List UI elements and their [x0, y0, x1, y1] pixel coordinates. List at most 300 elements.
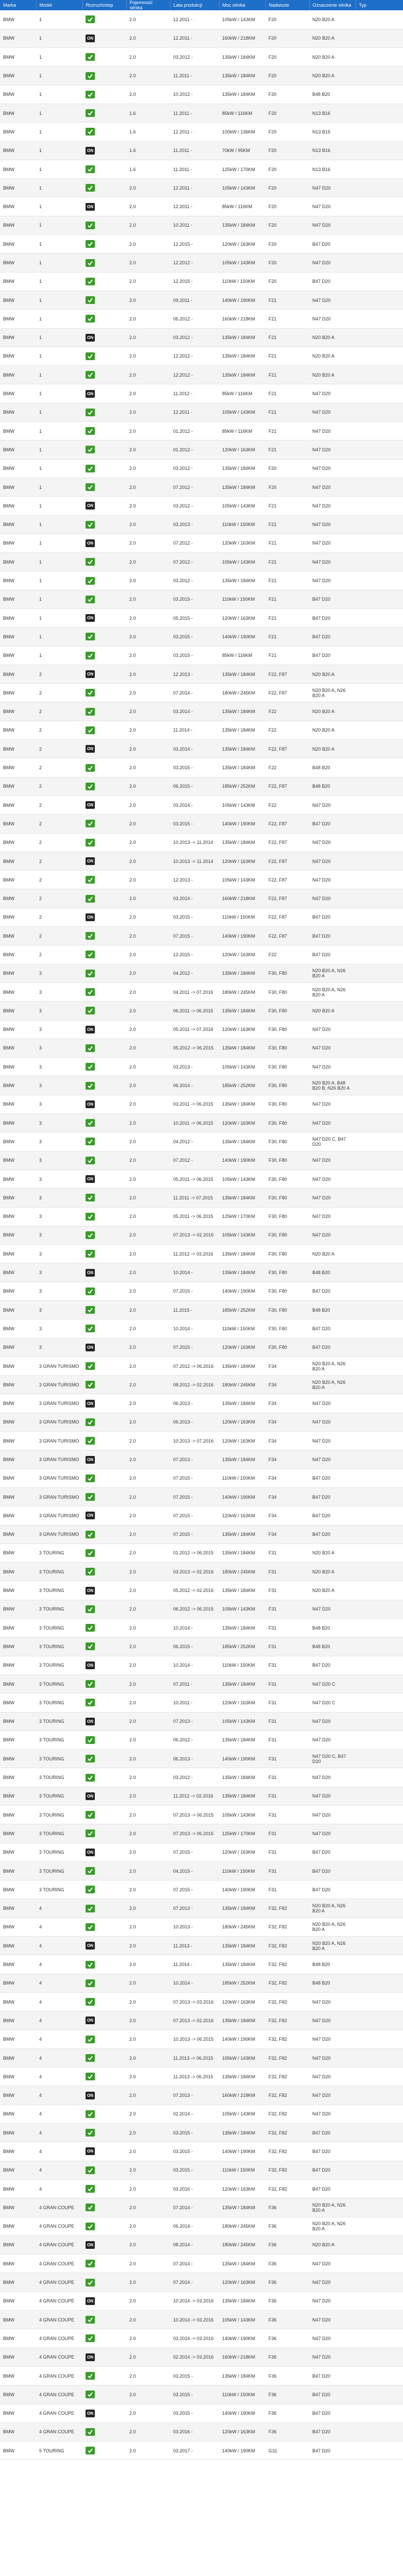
column-header-start-stop[interactable]: Rozruch/stop: [82, 0, 126, 10]
table-row[interactable]: [0, 852, 403, 870]
years-cell: 03.2013 -: [170, 1058, 219, 1076]
type-cell: [356, 1750, 403, 1768]
type-cell: [356, 2067, 403, 2086]
body-cell: F30, F80: [265, 1282, 309, 1300]
body-cell: F30, F80: [265, 1076, 309, 1095]
years-cell: 10.2014 -> 03.2016: [170, 2292, 219, 2310]
table-row[interactable]: [0, 253, 403, 272]
years-cell: 03.2015 -: [170, 2161, 219, 2179]
engine-code-cell: N47 D20: [309, 534, 356, 552]
type-cell: [356, 2048, 403, 2067]
years-cell: 07.2015 -: [170, 1487, 219, 1506]
table-row[interactable]: [0, 1600, 403, 1618]
column-header-engine-code[interactable]: Oznaczenie silnika: [309, 0, 356, 10]
table-row[interactable]: [0, 1076, 403, 1095]
capacity-cell: 2.0: [126, 1750, 170, 1768]
table-row[interactable]: [0, 1487, 403, 1506]
table-row[interactable]: [0, 478, 403, 496]
type-cell: [356, 1263, 403, 1282]
table-row[interactable]: [0, 1413, 403, 1431]
column-header-engine-power[interactable]: Moc silnika: [219, 0, 265, 10]
capacity-cell: 2.0: [126, 1132, 170, 1151]
model-cell: 1: [36, 628, 82, 646]
engine-code-cell: B47 D20: [309, 609, 356, 628]
body-cell: F31: [265, 1600, 309, 1618]
start-stop-available-icon: [86, 1437, 95, 1445]
table-row[interactable]: [0, 684, 403, 702]
start-stop-cell: [82, 10, 126, 29]
table-row[interactable]: [0, 1824, 403, 1843]
table-row[interactable]: [0, 889, 403, 908]
table-row[interactable]: [0, 908, 403, 926]
table-row[interactable]: [0, 216, 403, 234]
table-row[interactable]: [0, 197, 403, 216]
table-row[interactable]: [0, 2311, 403, 2329]
years-cell: 03.2015 -: [170, 2142, 219, 2161]
engine-code-cell: B48 B20: [309, 1955, 356, 1974]
brand-cell: BMW: [0, 982, 36, 1001]
table-row[interactable]: [0, 272, 403, 291]
table-row[interactable]: [0, 2235, 403, 2254]
table-row[interactable]: [0, 1376, 403, 1394]
power-cell: 140kW / 190KM: [219, 1487, 265, 1506]
table-row[interactable]: [0, 2273, 403, 2292]
table-row[interactable]: [0, 2404, 403, 2422]
table-row[interactable]: [0, 2198, 403, 2217]
table-row[interactable]: [0, 1282, 403, 1300]
column-header-body[interactable]: Nadwozie: [265, 0, 309, 10]
table-row[interactable]: [0, 141, 403, 160]
start-stop-available-icon: [86, 1867, 95, 1875]
capacity-cell: 2.0: [126, 2385, 170, 2404]
table-row[interactable]: [0, 1768, 403, 1787]
type-cell: [356, 571, 403, 590]
start-stop-available-icon: [86, 783, 95, 790]
table-row[interactable]: [0, 1787, 403, 1805]
table-row[interactable]: [0, 628, 403, 646]
engine-code-cell: N47 D20: [309, 1170, 356, 1188]
brand-cell: BMW: [0, 628, 36, 646]
start-stop-cell: [82, 1674, 126, 1693]
table-row[interactable]: [0, 1207, 403, 1226]
table-row[interactable]: [0, 1544, 403, 1562]
table-row[interactable]: [0, 1300, 403, 1319]
capacity-cell: 2.0: [126, 665, 170, 683]
engine-code-cell: N47 D20: [309, 1731, 356, 1749]
years-cell: 10.2013 -> 11.2014: [170, 833, 219, 852]
model-cell: 1: [36, 272, 82, 291]
table-row[interactable]: [0, 1394, 403, 1413]
brand-cell: BMW: [0, 1076, 36, 1095]
column-header-type[interactable]: Typ: [356, 0, 403, 10]
start-stop-cell: [82, 758, 126, 777]
table-row[interactable]: [0, 1058, 403, 1076]
table-row[interactable]: [0, 2348, 403, 2366]
years-cell: 12.2012 -: [170, 347, 219, 365]
start-stop-cell: [82, 1787, 126, 1805]
years-cell: 10.2013 -> 07.2016: [170, 1432, 219, 1450]
table-row[interactable]: [0, 422, 403, 440]
body-cell: F36: [265, 2255, 309, 2273]
years-cell: 03.2015 -: [170, 2404, 219, 2422]
model-cell: 1: [36, 85, 82, 104]
model-cell: 3 TOURING: [36, 1824, 82, 1843]
table-row[interactable]: [0, 2030, 403, 2048]
model-cell: 3 TOURING: [36, 1806, 82, 1824]
table-row[interactable]: [0, 66, 403, 85]
model-cell: 1: [36, 291, 82, 309]
start-stop-cell: [82, 1563, 126, 1581]
table-row[interactable]: [0, 1899, 403, 1918]
engine-code-cell: N20 B20 A: [309, 366, 356, 384]
table-row[interactable]: [0, 871, 403, 889]
table-row[interactable]: [0, 1880, 403, 1899]
table-row[interactable]: [0, 347, 403, 365]
column-header-production-years[interactable]: Lata produkcji: [170, 0, 219, 10]
table-row[interactable]: [0, 2255, 403, 2273]
table-row[interactable]: [0, 1338, 403, 1357]
table-row[interactable]: [0, 459, 403, 478]
start-stop-available-icon: [86, 1979, 95, 1987]
table-row[interactable]: [0, 384, 403, 403]
column-header-model[interactable]: Model: [36, 0, 82, 10]
engine-code-cell: N47 D20: [309, 291, 356, 309]
brand-cell: BMW: [0, 1170, 36, 1188]
engine-code-cell: B47 D20: [309, 945, 356, 964]
table-row[interactable]: [0, 1002, 403, 1020]
table-row[interactable]: [0, 1319, 403, 1338]
brand-cell: BMW: [0, 160, 36, 178]
table-row[interactable]: [0, 1619, 403, 1637]
table-row[interactable]: [0, 740, 403, 758]
table-row[interactable]: [0, 1992, 403, 2011]
engine-code-cell: N20 B20 A, N26 B20 A: [309, 2198, 356, 2217]
table-row[interactable]: [0, 160, 403, 178]
table-row[interactable]: [0, 2011, 403, 2030]
body-cell: F31: [265, 1880, 309, 1899]
table-row[interactable]: [0, 534, 403, 552]
table-row[interactable]: [0, 2442, 403, 2460]
body-cell: F32, F82: [265, 2179, 309, 2198]
model-cell: 4: [36, 1918, 82, 1936]
engine-code-cell: N47 D20: [309, 2067, 356, 2086]
table-row[interactable]: [0, 1806, 403, 1824]
table-row[interactable]: [0, 2422, 403, 2441]
table-row[interactable]: [0, 1020, 403, 1039]
table-row[interactable]: [0, 2217, 403, 2235]
table-row[interactable]: [0, 1693, 403, 1712]
body-cell: F22, F87: [265, 889, 309, 908]
start-stop-cell: [82, 1750, 126, 1768]
type-cell: [356, 833, 403, 852]
start-stop-available-icon: [86, 558, 95, 566]
start-stop-cell: [82, 1937, 126, 1955]
table-row[interactable]: [0, 1450, 403, 1469]
model-cell: 4 GRAN COUPE: [36, 2217, 82, 2235]
table-row[interactable]: [0, 2142, 403, 2161]
table-row[interactable]: [0, 1581, 403, 1600]
table-row[interactable]: [0, 2385, 403, 2404]
brand-cell: BMW: [0, 2142, 36, 2161]
brand-cell: BMW: [0, 1843, 36, 1861]
body-cell: F20: [265, 478, 309, 496]
start-stop-cell: [82, 2086, 126, 2105]
power-cell: 85kW / 116KM: [219, 104, 265, 122]
table-header-row: [0, 0, 403, 10]
table-row[interactable]: [0, 1861, 403, 1880]
start-stop-cell: [82, 1357, 126, 1375]
table-row[interactable]: [0, 2086, 403, 2105]
capacity-cell: 2.0: [126, 590, 170, 608]
table-row[interactable]: [0, 2048, 403, 2067]
table-row[interactable]: [0, 1263, 403, 1282]
years-cell: 12.2015 -: [170, 945, 219, 964]
power-cell: 110kW / 150KM: [219, 1469, 265, 1487]
table-row[interactable]: [0, 2292, 403, 2310]
start-stop-cell: [82, 403, 126, 421]
start-stop-available-icon: [86, 1063, 95, 1071]
type-cell: [356, 852, 403, 870]
engine-code-cell: N47 D20: [309, 2011, 356, 2030]
table-row[interactable]: [0, 1974, 403, 1992]
model-cell: 2: [36, 927, 82, 945]
model-cell: 3: [36, 1170, 82, 1188]
table-row[interactable]: [0, 497, 403, 515]
table-row[interactable]: [0, 702, 403, 721]
column-header-brand[interactable]: Marka: [0, 0, 36, 10]
start-stop-cell: [82, 1693, 126, 1712]
table-row[interactable]: [0, 1245, 403, 1263]
years-cell: 03.2015 -: [170, 815, 219, 833]
table-row[interactable]: [0, 1750, 403, 1768]
power-cell: 110kW / 150KM: [219, 2385, 265, 2404]
table-row[interactable]: [0, 1226, 403, 1244]
type-cell: [356, 1563, 403, 1581]
body-cell: F31: [265, 1712, 309, 1731]
table-row[interactable]: [0, 590, 403, 608]
capacity-cell: 2.0: [126, 964, 170, 982]
power-cell: 120kW / 163KM: [219, 609, 265, 628]
start-stop-cell: [82, 2366, 126, 2385]
start-stop-available-icon: [86, 2260, 95, 2267]
table-row[interactable]: [0, 1151, 403, 1170]
engine-code-cell: B47 D20: [309, 2385, 356, 2404]
table-row[interactable]: [0, 1189, 403, 1207]
model-cell: 1: [36, 646, 82, 665]
engine-code-cell: N20 B20 A: [309, 1581, 356, 1600]
table-row[interactable]: [0, 1132, 403, 1151]
table-row[interactable]: [0, 571, 403, 590]
capacity-cell: 2.0: [126, 1600, 170, 1618]
brand-cell: BMW: [0, 2086, 36, 2105]
table-row[interactable]: [0, 1712, 403, 1731]
table-row[interactable]: [0, 85, 403, 104]
table-row[interactable]: [0, 403, 403, 421]
table-row[interactable]: [0, 1563, 403, 1581]
table-row[interactable]: [0, 927, 403, 945]
table-row[interactable]: [0, 366, 403, 384]
table-row[interactable]: [0, 553, 403, 571]
body-cell: F30, F80: [265, 1226, 309, 1244]
table-row[interactable]: [0, 646, 403, 665]
table-row[interactable]: [0, 10, 403, 29]
table-row[interactable]: [0, 1674, 403, 1693]
table-row[interactable]: [0, 1357, 403, 1375]
years-cell: 05.2015 -: [170, 609, 219, 628]
model-cell: 4: [36, 1899, 82, 1918]
capacity-cell: 1.6: [126, 104, 170, 122]
power-cell: 135kW / 184KM: [219, 66, 265, 85]
start-stop-cell: [82, 291, 126, 309]
power-cell: 120kW / 163KM: [219, 1693, 265, 1712]
years-cell: 07.2013 -> 02.2016: [170, 2011, 219, 2030]
table-row[interactable]: [0, 982, 403, 1001]
engine-code-cell: N20 B20 A, N26 B20 A: [309, 1357, 356, 1375]
power-cell: 135kW / 184KM: [219, 2366, 265, 2385]
model-cell: 4 GRAN COUPE: [36, 2273, 82, 2292]
years-cell: 03.2015 -: [170, 2366, 219, 2385]
start-stop-available-icon: [86, 932, 95, 940]
table-row[interactable]: [0, 1637, 403, 1656]
brand-cell: BMW: [0, 1189, 36, 1207]
table-row[interactable]: [0, 1170, 403, 1188]
table-row[interactable]: [0, 1506, 403, 1525]
engine-code-cell: N47 D20: [309, 2329, 356, 2348]
table-row[interactable]: [0, 1843, 403, 1861]
start-stop-cell: [82, 1899, 126, 1918]
start-stop-cell: [82, 123, 126, 141]
table-row[interactable]: [0, 1955, 403, 1974]
table-row[interactable]: [0, 179, 403, 197]
brand-cell: BMW: [0, 1899, 36, 1918]
start-stop-cell: [82, 1506, 126, 1525]
model-cell: 3 GRAN TURISMO: [36, 1432, 82, 1450]
table-row[interactable]: [0, 2105, 403, 2123]
table-row[interactable]: [0, 833, 403, 852]
capacity-cell: 2.0: [126, 2198, 170, 2217]
years-cell: 10.2014 -: [170, 1656, 219, 1674]
body-cell: F30, F80: [265, 1151, 309, 1170]
start-stop-cell: [82, 2422, 126, 2441]
table-row[interactable]: [0, 123, 403, 141]
table-row[interactable]: [0, 515, 403, 534]
table-row[interactable]: [0, 721, 403, 739]
start-stop-cell: [82, 366, 126, 384]
table-row[interactable]: [0, 1095, 403, 1113]
table-row[interactable]: [0, 1937, 403, 1955]
table-row[interactable]: [0, 291, 403, 309]
type-cell: [356, 1712, 403, 1731]
power-cell: 105kW / 143KM: [219, 403, 265, 421]
table-row[interactable]: [0, 2366, 403, 2385]
body-cell: F20: [265, 235, 309, 253]
type-cell: [356, 179, 403, 197]
type-cell: [356, 1338, 403, 1357]
years-cell: 03.2015 -: [170, 2124, 219, 2142]
table-row[interactable]: [0, 48, 403, 66]
model-cell: 4 GRAN COUPE: [36, 2348, 82, 2366]
engine-code-cell: N13 B16: [309, 141, 356, 160]
start-stop-cell: [82, 1955, 126, 1974]
table-row[interactable]: [0, 758, 403, 777]
power-cell: 135kW / 184KM: [219, 478, 265, 496]
start-stop-cell: [82, 2124, 126, 2142]
model-cell: 4: [36, 2011, 82, 2030]
table-row[interactable]: [0, 1656, 403, 1674]
start-stop-on-icon: ON: [86, 390, 95, 398]
table-row[interactable]: [0, 2067, 403, 2086]
table-row[interactable]: [0, 104, 403, 122]
table-row[interactable]: [0, 1525, 403, 1544]
table-row[interactable]: [0, 328, 403, 347]
column-header-engine-capacity[interactable]: Pojemność silnika: [126, 0, 170, 10]
table-row[interactable]: [0, 777, 403, 795]
type-cell: [356, 310, 403, 328]
brand-cell: BMW: [0, 2235, 36, 2254]
table-row[interactable]: [0, 609, 403, 628]
table-row[interactable]: [0, 815, 403, 833]
engine-code-cell: N47 D20: [309, 2030, 356, 2048]
model-cell: 3: [36, 1226, 82, 1244]
table-row[interactable]: [0, 29, 403, 47]
engine-code-cell: N47 D20: [309, 1450, 356, 1469]
start-stop-cell: [82, 497, 126, 515]
body-cell: F36: [265, 2422, 309, 2441]
table-row[interactable]: [0, 945, 403, 964]
model-cell: 1: [36, 104, 82, 122]
start-stop-cell: [82, 1095, 126, 1113]
table-row[interactable]: [0, 310, 403, 328]
capacity-cell: 2.0: [126, 721, 170, 739]
years-cell: 08.2014 -: [170, 2235, 219, 2254]
engine-code-cell: B48 B20: [309, 1263, 356, 1282]
table-row[interactable]: [0, 1731, 403, 1749]
table-row[interactable]: [0, 440, 403, 459]
table-row[interactable]: [0, 2329, 403, 2348]
body-cell: F36: [265, 2235, 309, 2254]
table-row[interactable]: [0, 2161, 403, 2179]
table-row[interactable]: [0, 235, 403, 253]
capacity-cell: 2.0: [126, 1189, 170, 1207]
start-stop-cell: [82, 908, 126, 926]
years-cell: 07.2015 -: [170, 1282, 219, 1300]
brand-cell: BMW: [0, 534, 36, 552]
start-stop-cell: [82, 534, 126, 552]
table-row[interactable]: [0, 964, 403, 982]
model-cell: 1: [36, 515, 82, 534]
start-stop-available-icon: [86, 184, 95, 192]
power-cell: 135kW / 184KM: [219, 48, 265, 66]
table-row[interactable]: [0, 2124, 403, 2142]
model-cell: 1: [36, 66, 82, 85]
table-row[interactable]: [0, 2179, 403, 2198]
model-cell: 4 GRAN COUPE: [36, 2292, 82, 2310]
model-cell: 5 TOURING: [36, 2442, 82, 2460]
years-cell: 10.2013 -> 06.2015: [170, 2030, 219, 2048]
table-row[interactable]: [0, 1432, 403, 1450]
table-row[interactable]: [0, 795, 403, 814]
years-cell: 05.2012 -> 06.2015: [170, 1039, 219, 1057]
table-row[interactable]: [0, 1469, 403, 1487]
type-cell: [356, 1226, 403, 1244]
table-row[interactable]: [0, 665, 403, 683]
table-row[interactable]: [0, 1114, 403, 1132]
body-cell: F32, F82: [265, 2161, 309, 2179]
table-row[interactable]: [0, 1918, 403, 1936]
type-cell: [356, 1357, 403, 1375]
type-cell: [356, 1731, 403, 1749]
table-row[interactable]: [0, 1039, 403, 1057]
